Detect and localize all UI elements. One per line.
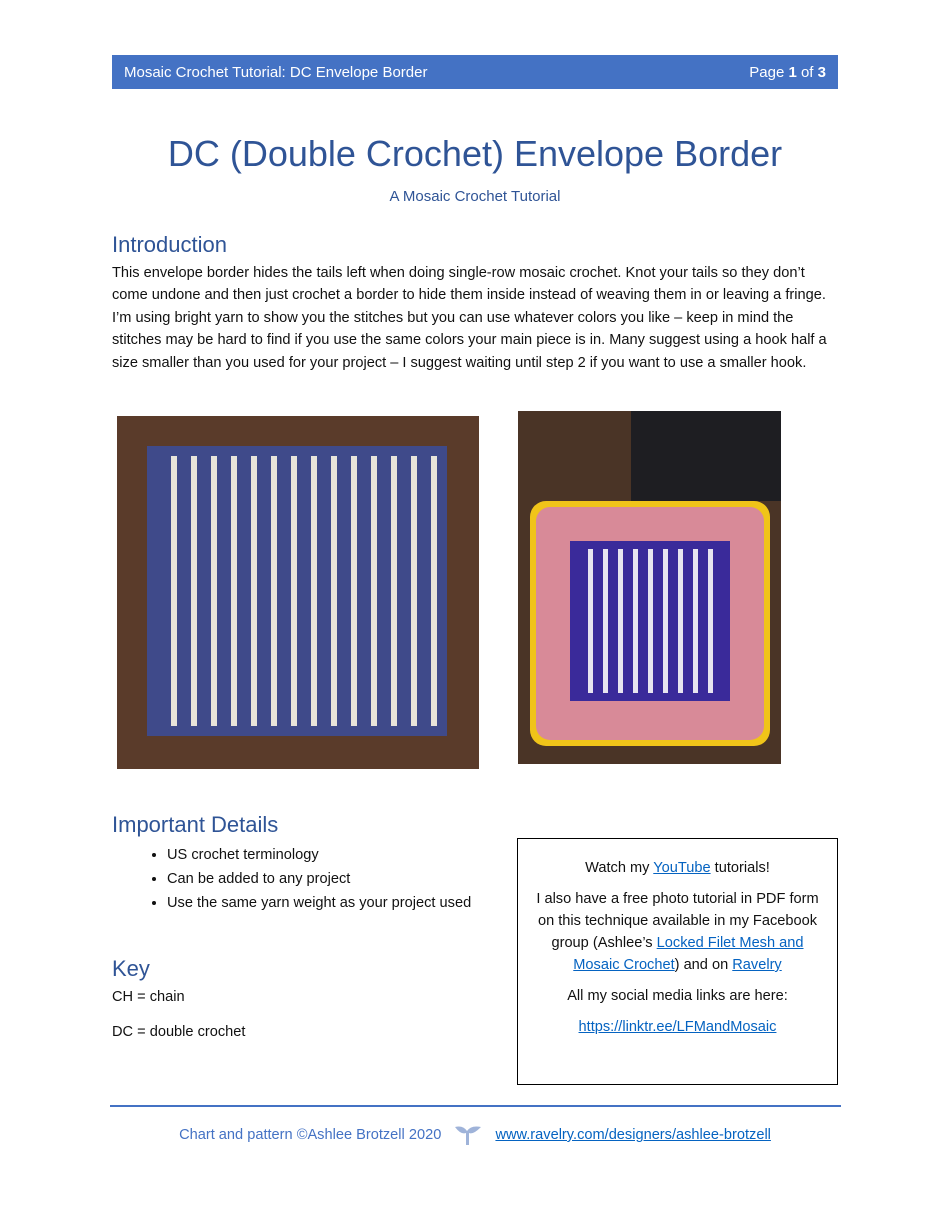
header-title: Mosaic Crochet Tutorial: DC Envelope Border (124, 63, 428, 81)
ravelry-link[interactable]: Ravelry (732, 957, 782, 973)
youtube-link[interactable]: YouTube (653, 860, 711, 876)
facebook-group-link[interactable]: Locked Filet Mesh and Mosaic Crochet (573, 935, 804, 973)
copyright-text: Chart and pattern ©Ashlee Brotzell 2020 (179, 1126, 442, 1143)
details-list (112, 843, 471, 915)
key-item: DC = double crochet (112, 1024, 246, 1040)
social-text: All my social media links are here: (567, 988, 788, 1004)
page-header (112, 55, 838, 89)
page-footer (0, 1123, 950, 1147)
photo-bordered-square (518, 411, 781, 764)
page-title: DC (Double Crochet) Envelope Border (167, 133, 783, 174)
key-item: CH = chain (112, 989, 185, 1005)
key-heading: Key (112, 956, 150, 981)
links-box: Watch my YouTube tutorials! I also have a free photo tutorial in PDF form on this technique available in my Facebook group (Ashlee’s Locked Filet Mesh and Mosaic Crochet) and on Ravelry All my social media links are here: https://linktr.ee/LFMandMosaic (517, 838, 838, 1085)
list-item: • Can be added to any project (167, 867, 471, 891)
linktree-link[interactable]: https://linktr.ee/LFMandMosaic (578, 1019, 777, 1035)
footer-divider (110, 1105, 841, 1107)
intro-heading: Introduction (112, 232, 227, 257)
list-item: • US crochet terminology (167, 843, 471, 867)
sprout-logo-icon (453, 1123, 483, 1147)
intro-text: This envelope border hides the tails left when doing single-row mosaic crochet. Knot your tails so they don’t come undone and then just crochet a border to hide them inside instead of weaving them in or leaving a fringe. I’m using bright yarn to show you the stitches but you can use whatever colors you like – keep in mind the stitches may be hard to find if you use the same colors your main piece is in. Many suggest using a hook half a size smaller than you used for your project – I suggest waiting until step 2 if you want to use a smaller hook. (112, 265, 827, 371)
page-number: Page 1 of 3 (749, 63, 826, 81)
list-item: • Use the same yarn weight as your project used (167, 891, 471, 915)
ravelry-designer-link[interactable]: www.ravelry.com/designers/ashlee-brotzell (495, 1126, 771, 1143)
details-heading: Important Details (112, 812, 279, 837)
photo-mosaic-square (117, 416, 479, 769)
subtitle: A Mosaic Crochet Tutorial (389, 188, 561, 205)
